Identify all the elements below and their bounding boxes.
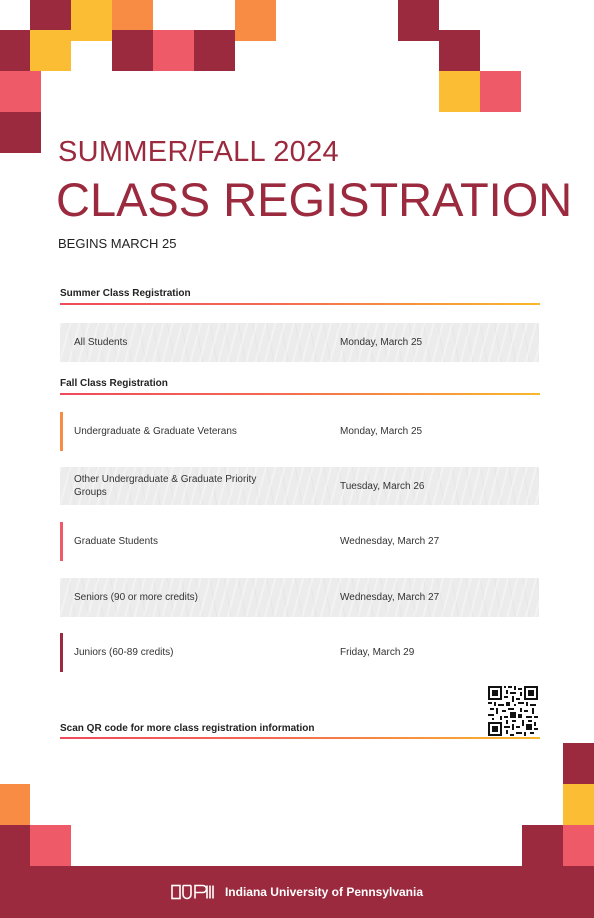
- row-accent: [60, 633, 63, 672]
- section-divider: [60, 393, 540, 395]
- row-group: Undergraduate & Graduate Veterans: [74, 426, 237, 437]
- row-group: Seniors (90 or more credits): [74, 592, 198, 603]
- row-date: Tuesday, March 26: [340, 480, 425, 492]
- section-divider: [60, 737, 540, 739]
- row-date: Monday, March 25: [340, 337, 423, 348]
- row-date: Wednesday, March 27: [340, 536, 440, 547]
- row-accent: [60, 412, 63, 451]
- row-accent: [60, 522, 63, 561]
- footer-bar: [0, 866, 594, 918]
- section-title-fall: Fall Class Registration: [60, 378, 168, 389]
- table-row: [60, 467, 539, 505]
- qr-caption: Scan QR code for more class registration information: [60, 723, 315, 734]
- row-group: All Students: [74, 337, 128, 348]
- table-row: [60, 412, 539, 451]
- row-date: Friday, March 29: [340, 647, 415, 658]
- footer-university-name: Indiana University of Pennsylvania: [224, 885, 424, 899]
- row-group: Other Undergraduate & Graduate Priority Groups: [74, 474, 257, 498]
- section-title-summer: Summer Class Registration: [60, 288, 191, 299]
- title-line-1: SUMMER/FALL 2024: [58, 136, 339, 168]
- title-line-2: CLASS REGISTRATION: [56, 173, 573, 226]
- table-row: [60, 323, 539, 362]
- iup-logo-icon: [171, 884, 217, 900]
- subtitle: BEGINS MARCH 25: [58, 236, 177, 251]
- row-group: Graduate Students: [74, 536, 158, 547]
- qr-code-icon[interactable]: [488, 686, 538, 736]
- section-divider: [60, 303, 540, 305]
- row-date: Wednesday, March 27: [340, 592, 440, 603]
- row-date: Monday, March 25: [340, 426, 423, 437]
- table-row: [60, 578, 539, 617]
- table-row: [60, 633, 539, 672]
- table-row: [60, 522, 539, 561]
- row-group: Juniors (60-89 credits): [74, 647, 174, 658]
